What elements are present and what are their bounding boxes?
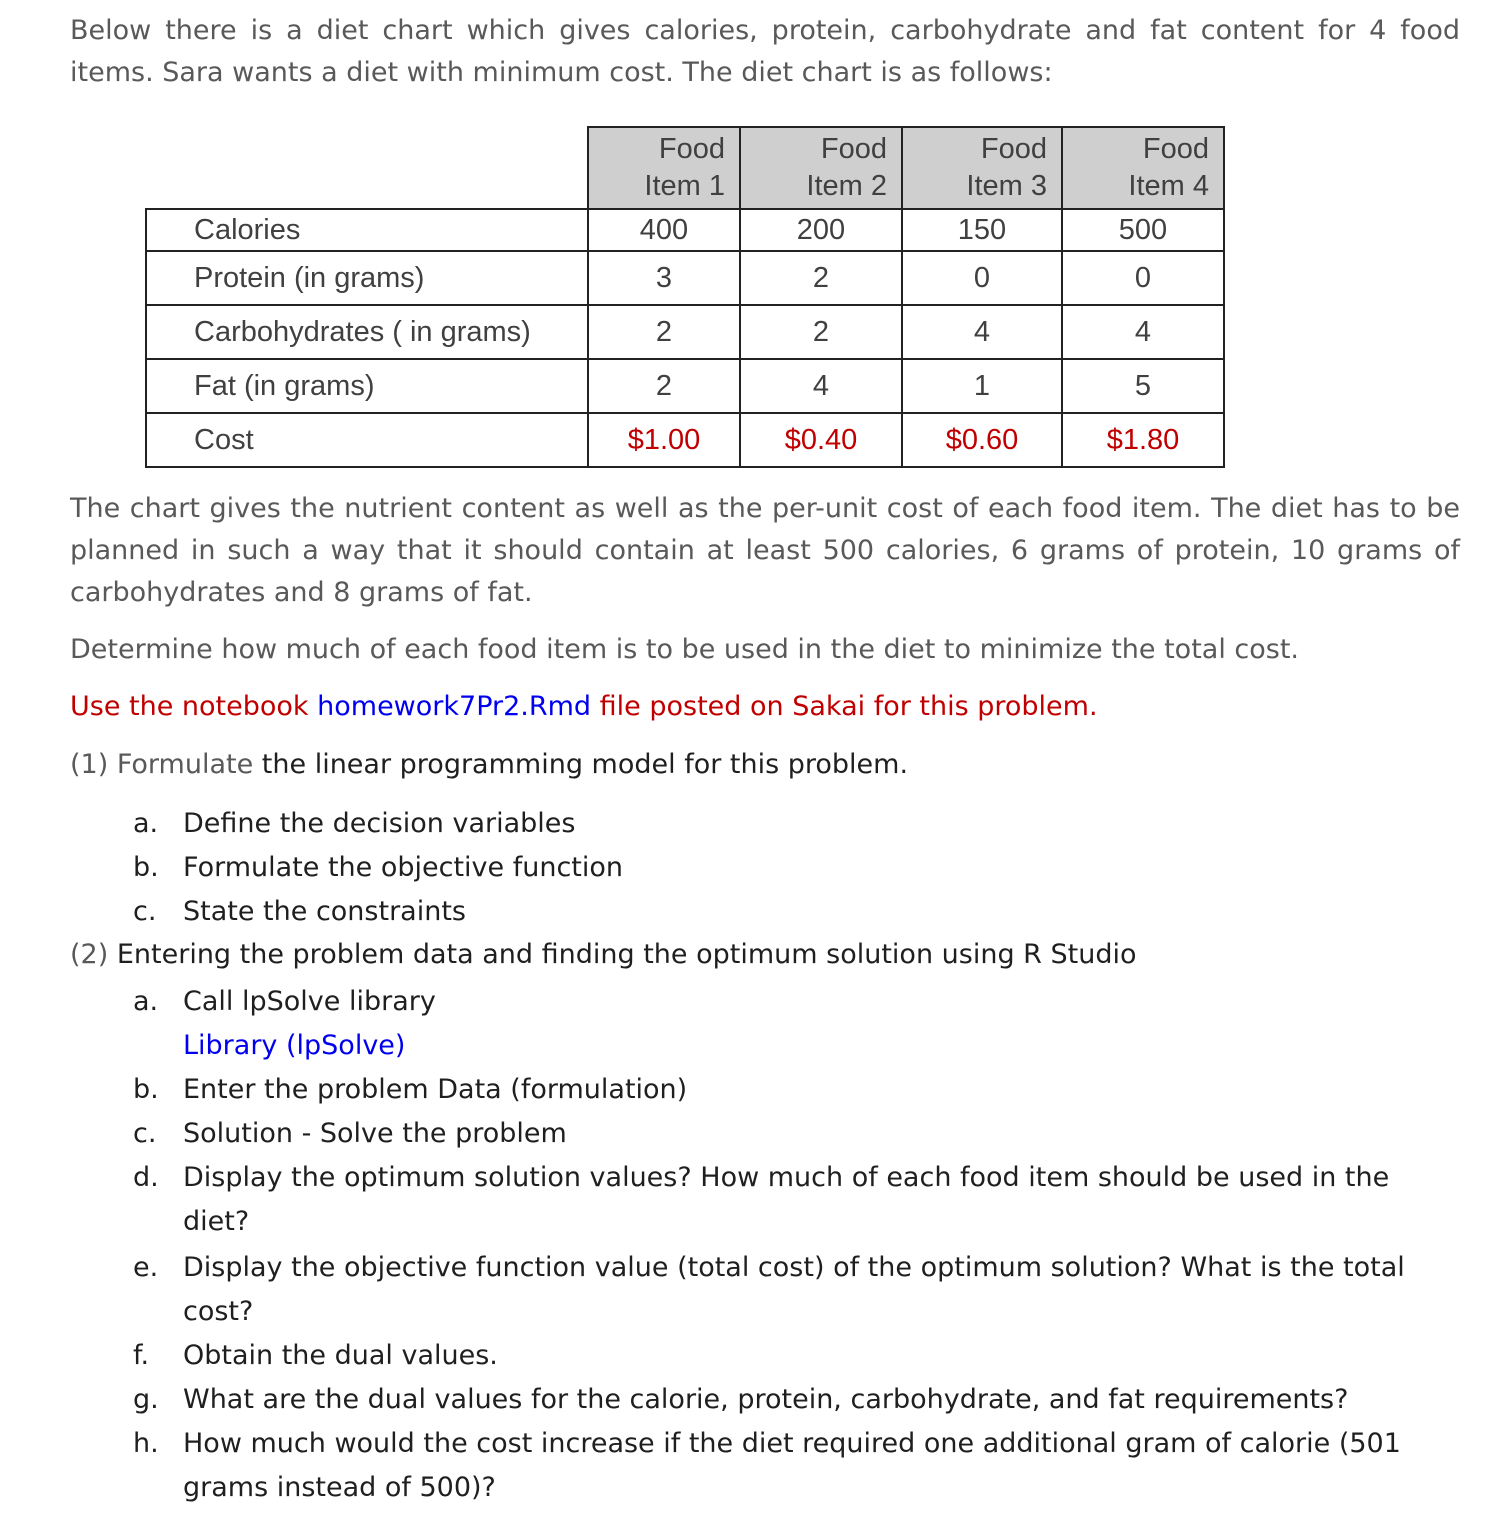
question-2 <box>70 934 1460 976</box>
table-cell: 0 <box>1062 251 1224 305</box>
q2-item-c: c. Solution - Solve the problem <box>133 1118 567 1149</box>
notebook-file-name: homework7Pr2.Rmd <box>317 691 592 722</box>
table-cell: 2 <box>588 305 740 359</box>
table-cell: 2 <box>588 359 740 413</box>
table-cell: 2 <box>740 251 902 305</box>
header-food-item-1: Food Item 1 <box>588 127 740 209</box>
notebook-prefix: Use the notebook <box>70 691 318 722</box>
table-row-protein <box>146 251 1224 305</box>
q1-item-c: c. State the constraints <box>133 896 466 927</box>
table-cell: 150 <box>902 209 1062 251</box>
cost-cell: $0.60 <box>902 413 1062 467</box>
header-food-item-3: Food Item 3 <box>902 127 1062 209</box>
q2-item-a: a. Call lpSolve library Library (lpSolve) <box>133 980 1433 1068</box>
table-row-carbohydrates <box>146 305 1224 359</box>
constraints-paragraph: The chart gives the nutrient content as well as the per-unit cost of each food item. The diet has to be planned in such a way that it should contain at least 500 calories, 6 grams of protein, 10 grams of carbohydrates and 8 grams of fat. <box>70 493 1460 608</box>
row-label: Fat (in grams) <box>146 359 588 413</box>
table-cell: 500 <box>1062 209 1224 251</box>
table-cell: 200 <box>740 209 902 251</box>
row-label: Calories <box>146 209 588 251</box>
question-1-text: the linear programming model for this problem. <box>253 749 909 780</box>
header-food-item-2: Food Item 2 <box>740 127 902 209</box>
table-cell: 4 <box>1062 305 1224 359</box>
q2-item-b: b. Enter the problem Data (formulation) <box>133 1074 688 1105</box>
question-1 <box>70 744 1460 786</box>
table-corner <box>146 127 588 209</box>
table-cell: 5 <box>1062 359 1224 413</box>
diet-chart-table <box>145 126 1225 468</box>
cost-cell: $0.40 <box>740 413 902 467</box>
table-row-calories <box>146 209 1224 251</box>
question-1-verb: Formulate <box>116 749 254 780</box>
objective-paragraph: Determine how much of each food item is to be used in the diet to minimize the total cost. <box>70 634 1300 665</box>
table-cell: 3 <box>588 251 740 305</box>
notebook-suffix: file posted on Sakai for this problem. <box>591 691 1098 722</box>
question-1-number: (1) <box>70 749 109 780</box>
intro-paragraph: Below there is a diet chart which gives calories, protein, carbohydrate and fat content for 4 food items. Sara wants a diet with minimum cost. The diet chart is as follows: <box>70 15 1460 88</box>
row-label: Carbohydrates ( in grams) <box>146 305 588 359</box>
question-2-number: (2) <box>70 939 109 970</box>
row-label: Cost <box>146 413 588 467</box>
table-cell: 2 <box>740 305 902 359</box>
table-row-fat <box>146 359 1224 413</box>
table-header-row <box>146 127 1224 209</box>
cost-cell: $1.80 <box>1062 413 1224 467</box>
table-row-cost <box>146 413 1224 467</box>
table-cell: 400 <box>588 209 740 251</box>
notebook-instruction <box>70 686 1460 728</box>
row-label: Protein (in grams) <box>146 251 588 305</box>
q2-item-h: h. How much would the cost increase if the diet required one additional gram of calorie (501 grams instead of 500)? <box>133 1428 1401 1503</box>
table-cell: 1 <box>902 359 1062 413</box>
q2-item-g: g. What are the dual values for the calorie, protein, carbohydrate, and fat requirements? <box>133 1384 1349 1415</box>
cost-cell: $1.00 <box>588 413 740 467</box>
question-2-text: Entering the problem data and finding the optimum solution using R Studio <box>116 939 1137 970</box>
q2-item-f: f. Obtain the dual values. <box>133 1340 498 1371</box>
q2-item-d: d. Display the optimum solution values? How much of each food item should be used in the diet? <box>133 1162 1390 1237</box>
q2-item-e: e. Display the objective function value (total cost) of the optimum solution? What is the total cost? <box>133 1252 1405 1327</box>
header-food-item-4: Food Item 4 <box>1062 127 1224 209</box>
table-cell: 0 <box>902 251 1062 305</box>
table-cell: 4 <box>740 359 902 413</box>
lpsolve-library-code: Library (lpSolve) <box>183 1030 406 1061</box>
q1-item-a: a. Define the decision variables <box>133 808 576 839</box>
table-cell: 4 <box>902 305 1062 359</box>
q1-item-b: b. Formulate the objective function <box>133 852 624 883</box>
